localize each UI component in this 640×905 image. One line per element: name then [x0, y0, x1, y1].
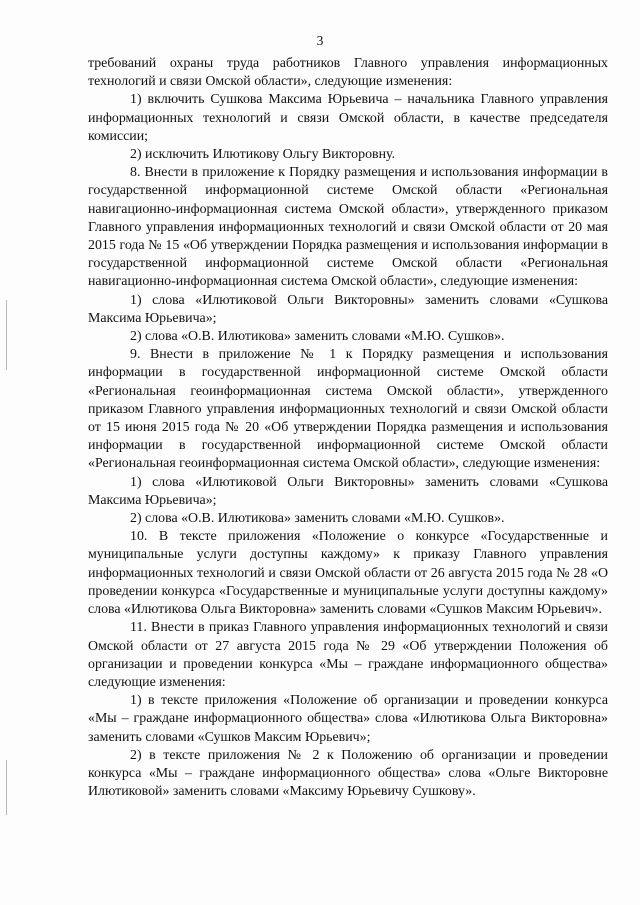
paragraph: 8. Внести в приложение к Порядку размещения и использования информации в государственной информационной системе Омской области «Региональная навигационно-информационная система Омской области», утвержденного приказом Главного управления информационных технологий и связи Омской области от 20 мая 2015 года № 15 «Об утверждении Порядка размещения и использования информации в государственной информационной системе Омской области «Региональная навигационно-информационная система Омской области», следующие изменения:: [88, 165, 608, 290]
paragraph: 2) в тексте приложения № 2 к Положению об организации и проведении конкурса «Мы – граждане информационного общества» слова «Ольге Викторовне Илютиковой» заменить словами «Максиму Юрьевичу Сушкову».: [88, 747, 608, 800]
paragraph: 1) включить Сушкова Максима Юрьевича – начальника Главного управления информационных технологий и связи Омской области, в качестве председателя комиссии;: [88, 92, 608, 144]
paragraph: 2) слова «О.В. Илютикова» заменить словами «М.Ю. Сушков».: [130, 511, 505, 527]
paragraph: 9. Внести в приложение № 1 к Порядку размещения и использования информации в государственной информационной системе Омской области «Региональная геоинформационная система Омской области», утвержденного приказом Главного управления информационных технологий и связи Омской области от 15 июня 2015 года № 20 «Об утверждении Порядка размещения и использования информации в государственной информационной системе Омской области «Региональная геоинформационная система Омской области», следующие изменения:: [88, 347, 608, 472]
paragraph: требований охраны труда работников Главного управления информационных технологий и связи Омской области», следующие изменения:: [88, 56, 608, 90]
paragraph: 1) слова «Илютиковой Ольги Викторовны» заменить словами «Сушкова Максима Юрьевича»;: [88, 474, 608, 508]
paragraph: 2) исключить Илютикову Ольгу Викторовну.: [130, 147, 396, 163]
paragraph: 1) в тексте приложения «Положение об организации и проведении конкурса «Мы – граждане информационного общества» слова «Илютикова Ольга Викторовна» заменить словами «Сушков Максим Юрьевич»;: [88, 693, 608, 745]
page-number: 3: [316, 33, 324, 48]
paragraph: 10. В тексте приложения «Положение о конкурсе «Государственные и муниципальные услуги доступны каждому» к приказу Главного управления информационных технологий и связи Омской области от 26 августа 2015 года № 28 «О проведении конкурса «Государственные и муниципальные услуги доступны каждому» слова «Илютикова Ольга Викторовна» заменить словами «Сушков Максим Юрьевич».: [88, 529, 608, 618]
scan-margin-line: [6, 300, 7, 370]
paragraph: 1) слова «Илютиковой Ольги Викторовны» заменить словами «Сушкова Максима Юрьевича»;: [88, 292, 608, 326]
document-body: [88, 55, 608, 801]
paragraph: 11. Внести в приказ Главного управления информационных технологий и связи Омской области от 27 августа 2015 года № 29 «Об утверждении Положения об организации и проведении конкурса «Мы – граждане информационного общества» следующие изменения:: [88, 620, 608, 690]
paragraph: 2) слова «О.В. Илютикова» заменить словами «М.Ю. Сушков».: [130, 329, 505, 345]
scan-margin-line: [6, 760, 7, 815]
